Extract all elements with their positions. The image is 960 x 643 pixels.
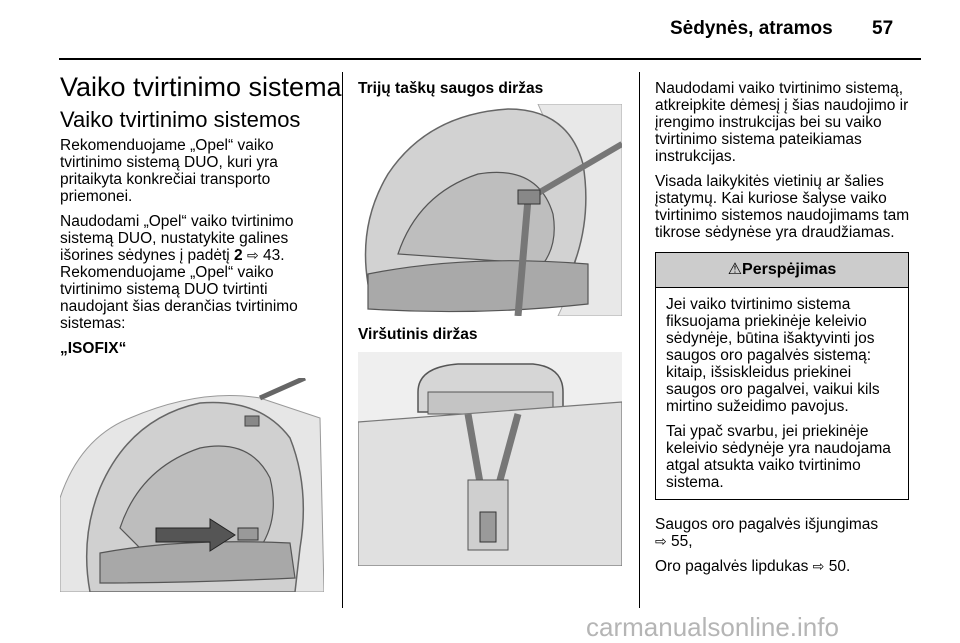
paragraph: Naudodami „Opel“ vaiko tvirtinimo sistemą DUO, nustatykite galines išorines sėdynes į padėtį 2 ⇨ 43. Rekomenduojame „Opel“ vaiko tvirtinimo sistemą DUO tvirtinti naudojant šias derančias tvirtinimo sistemas: — [60, 213, 298, 332]
paragraph: Rekomenduojame „Opel“ vaiko tvirtinimo sistemą DUO, kuri yra pritaikyta konkrečiai transporto priemonei. — [60, 137, 278, 205]
cross-reference: Saugos oro pagalvės išjungimas ⇨ 55, — [655, 516, 879, 550]
running-header-title: Sėdynės, atramos — [670, 18, 833, 39]
column-3 — [655, 80, 923, 249]
warning-body — [656, 288, 908, 499]
subsection-heading: Vaiko tvirtinimo sistemos — [60, 107, 301, 132]
page-number: 57 — [872, 18, 894, 39]
column-divider-1 — [342, 72, 343, 608]
column-2 — [358, 80, 628, 97]
warning-triangle-icon: ⚠ — [727, 261, 743, 278]
column-3-refs — [655, 516, 923, 583]
warning-header — [656, 253, 908, 288]
warning-title: Perspėjimas — [742, 261, 837, 278]
section-heading: Vaiko tvirtinimo sistema — [60, 72, 342, 102]
cross-reference: Oro pagalvės lipdukas ⇨ 50. — [655, 558, 851, 575]
warning-box — [655, 252, 909, 500]
label-top-tether: Viršutinis diržas — [358, 326, 478, 343]
column-divider-2 — [639, 72, 640, 608]
header-rule — [59, 58, 921, 60]
page-ref-arrow-icon: ⇨ — [812, 558, 825, 574]
paragraph: Naudodami vaiko tvirtinimo sistemą, atkreipkite dėmesį į šias naudojimo ir įrengimo instrukcijas bei su vaiko tvirtinimo sistema pateikiamas instrukcijas. — [655, 80, 909, 165]
page-ref-arrow-icon: ⇨ — [246, 247, 259, 263]
page-ref-arrow-icon: ⇨ — [655, 533, 667, 549]
three-point-belt-figure — [358, 104, 622, 316]
column-1 — [60, 72, 342, 365]
warning-paragraph: Jei vaiko tvirtinimo sistema fiksuojama priekinėje keleivio sėdynėje, būtina išaktyvinti jos saugos oro pagalvės sistemą: kitaip, išsiskleidus priekinei saugos oro pagalvei, vaikui kils mirtino sužeidimo pavojus. — [666, 296, 880, 415]
watermark: carmanualsonline.info — [586, 612, 839, 642]
isofix-figure — [60, 378, 324, 592]
label-isofix: „ISOFIX“ — [60, 340, 127, 357]
label-three-point-belt: Trijų taškų saugos diržas — [358, 80, 544, 97]
warning-paragraph: Tai ypač svarbu, jei priekinėje keleivio sėdynėje yra naudojama atgal atsukta vaiko tvirtinimo sistema. — [666, 423, 891, 491]
column-2-lower — [358, 326, 628, 343]
top-tether-figure — [358, 352, 622, 566]
paragraph: Visada laikykitės vietinių ar šalies įstatymų. Kai kuriose šalyse vaiko tvirtinimo sistemos naudojimams tam tikrose sėdynėse yra draudžiamas. — [655, 173, 910, 241]
